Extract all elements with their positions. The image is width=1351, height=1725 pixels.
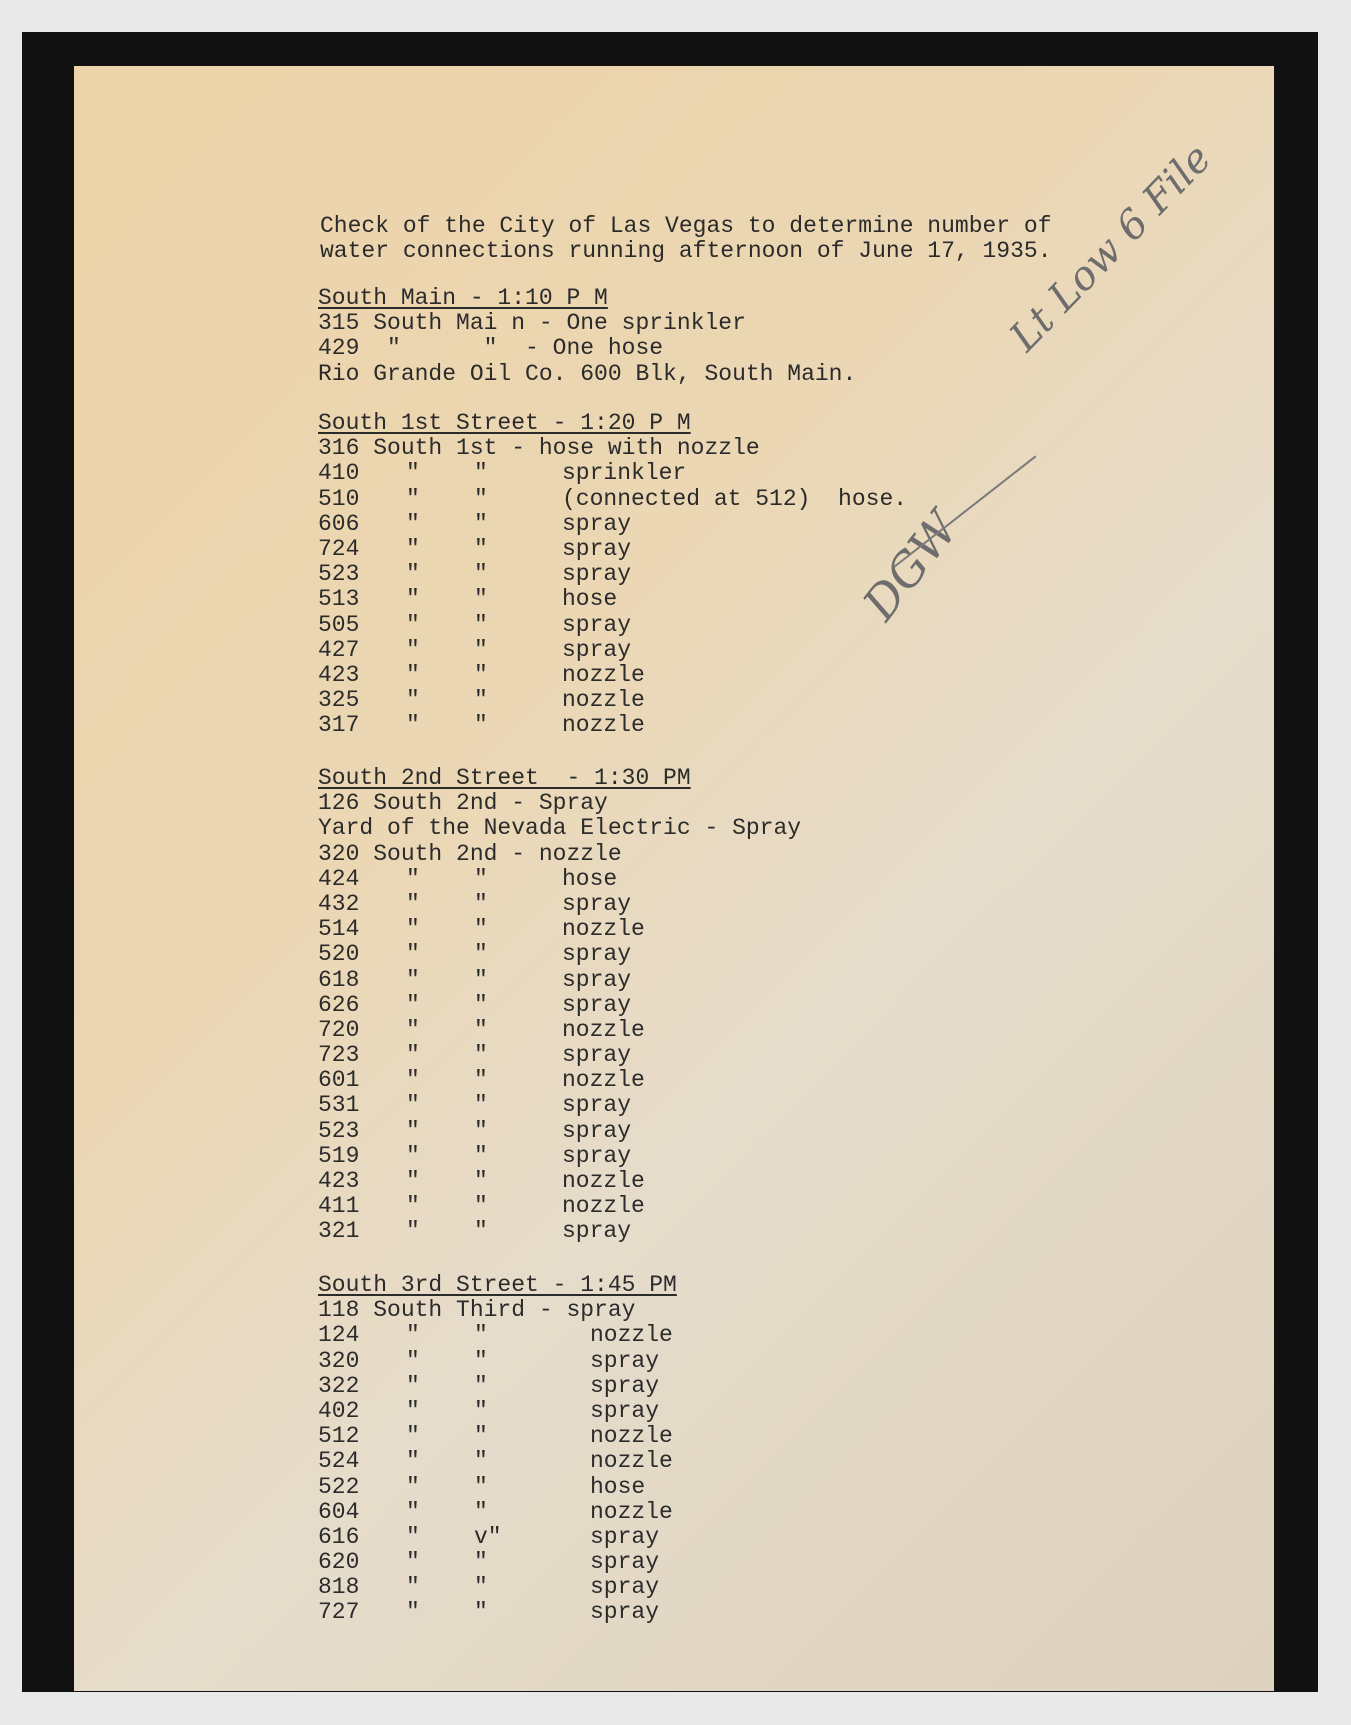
- ditto-mark: ": [406, 1067, 420, 1094]
- ditto-mark: ": [406, 1498, 420, 1525]
- connection-type: spray: [562, 561, 632, 588]
- table-row: [318, 892, 801, 917]
- ditto-mark: ": [406, 1599, 420, 1626]
- ditto-mark: ": [406, 460, 420, 487]
- ditto-mark: ": [406, 636, 420, 663]
- connection-type: spray: [590, 1372, 660, 1399]
- ditto-mark: ": [406, 485, 420, 512]
- ditto-mark: ": [406, 1448, 420, 1475]
- connection-type: nozzle: [590, 1322, 673, 1349]
- ditto-mark: ": [406, 535, 420, 562]
- connection-type: spray: [562, 535, 632, 562]
- ditto-mark: ": [474, 535, 488, 562]
- ditto-mark: ": [474, 1042, 488, 1069]
- table-row: [318, 1424, 677, 1449]
- table-row: [318, 1600, 677, 1625]
- address-number: 512: [318, 1423, 360, 1450]
- connection-type: spray: [562, 1117, 632, 1144]
- ditto-mark: ": [406, 941, 420, 968]
- list-item: 320 South 2nd - nozzle: [318, 840, 622, 867]
- address-number: 320: [318, 1347, 360, 1374]
- ditto-mark: ": [406, 1549, 420, 1576]
- ditto-mark: ": [474, 1473, 488, 1500]
- section-south-1st: [318, 410, 908, 739]
- address-number: 514: [318, 916, 360, 943]
- table-row: [318, 1119, 801, 1144]
- connection-type: spray: [590, 1549, 660, 1576]
- connection-type: nozzle: [590, 1498, 673, 1525]
- ditto-mark: ": [406, 510, 420, 537]
- address-number: 325: [318, 687, 360, 714]
- list-item: 316 South 1st - hose with nozzle: [318, 435, 760, 462]
- ditto-mark: ": [474, 586, 488, 613]
- table-row: [318, 1550, 677, 1575]
- ditto-mark: ": [474, 1092, 488, 1119]
- address-number: 616: [318, 1523, 360, 1550]
- address-number: 620: [318, 1549, 360, 1576]
- ditto-mark: ": [474, 1322, 488, 1349]
- ditto-mark: ": [474, 712, 488, 739]
- ditto-mark: ": [406, 1168, 420, 1194]
- list-item: Rio Grande Oil Co. 600 Blk, South Main.: [318, 360, 857, 387]
- table-row: [318, 1194, 801, 1219]
- table-row: [318, 537, 760, 562]
- ditto-mark: ": [474, 1016, 488, 1043]
- list-item: 429 " " - One hose: [318, 335, 664, 362]
- ditto-mark: ": [406, 890, 420, 917]
- table-row: [318, 587, 760, 612]
- table-row: [318, 917, 801, 942]
- address-number: 523: [318, 1117, 360, 1144]
- pencil-stroke: [893, 455, 1036, 567]
- table-row: [318, 867, 801, 892]
- ditto-mark: ": [406, 916, 420, 943]
- address-number: 626: [318, 991, 360, 1018]
- connection-type: spray: [590, 1397, 660, 1424]
- address-number: 601: [318, 1067, 360, 1094]
- address-number: 520: [318, 941, 360, 968]
- table-row: [318, 461, 760, 486]
- ditto-mark: ": [474, 1067, 488, 1094]
- connection-type: (connected at 512) hose.: [562, 485, 908, 512]
- connection-type: nozzle: [590, 1448, 673, 1475]
- address-number: 606: [318, 510, 360, 537]
- table-row: [318, 663, 760, 688]
- list-item: 118 South Third - spray: [318, 1297, 636, 1324]
- address-number: 424: [318, 865, 360, 892]
- address-number: 513: [318, 586, 360, 613]
- connection-type: nozzle: [562, 1193, 645, 1220]
- ditto-mark: ": [406, 1574, 420, 1601]
- ditto-mark: ": [406, 661, 420, 688]
- connection-type: spray: [562, 1142, 632, 1169]
- list-item: 126 South 2nd - Spray: [318, 790, 608, 817]
- ditto-mark: ": [474, 1117, 488, 1144]
- ditto-mark: ": [474, 510, 488, 537]
- table-row: [318, 1475, 677, 1500]
- table-row: [318, 485, 908, 512]
- title-line-1: Check of the City of Las Vegas to determine number of: [320, 213, 1052, 239]
- ditto-mark: ": [406, 1473, 420, 1500]
- ditto-mark: ": [406, 1092, 420, 1119]
- address-number: 523: [318, 561, 360, 588]
- ditto-mark: ": [406, 991, 420, 1018]
- handwritten-note: Lt Low 6 File: [1001, 135, 1221, 361]
- ditto-mark: ": [474, 1142, 488, 1169]
- section-heading: South Main - 1:10 P M: [318, 285, 608, 311]
- connection-type: spray: [562, 1092, 632, 1119]
- ditto-mark: ": [406, 1042, 420, 1069]
- ditto-mark: ": [406, 1322, 420, 1349]
- connection-type: nozzle: [562, 712, 645, 739]
- connection-type: nozzle: [562, 1016, 645, 1043]
- ditto-mark: ": [406, 1193, 420, 1220]
- ditto-mark: ": [474, 1168, 488, 1194]
- connection-type: nozzle: [562, 1168, 645, 1194]
- table-row: [318, 1093, 801, 1118]
- connection-type: hose: [562, 586, 618, 613]
- ditto-mark: ": [474, 941, 488, 968]
- connection-type: nozzle: [562, 687, 645, 714]
- address-number: 727: [318, 1599, 360, 1626]
- paper-sheet: [74, 66, 1274, 1691]
- table-row: [318, 1144, 801, 1169]
- ditto-mark: ": [474, 611, 488, 638]
- address-number: 322: [318, 1372, 360, 1399]
- ditto-mark: ": [474, 1218, 488, 1245]
- connection-type: spray: [562, 966, 632, 993]
- table-row: [318, 993, 801, 1018]
- connection-type: spray: [590, 1347, 660, 1374]
- ditto-mark: ": [406, 1347, 420, 1374]
- ditto-mark: ": [474, 661, 488, 688]
- ditto-mark: ": [406, 966, 420, 993]
- ditto-mark: ": [474, 687, 488, 714]
- address-number: 531: [318, 1092, 360, 1119]
- ditto-mark: ": [406, 865, 420, 892]
- address-number: 402: [318, 1397, 360, 1424]
- address-number: 432: [318, 890, 360, 917]
- ditto-mark: ": [406, 1372, 420, 1399]
- ditto-mark: ": [406, 687, 420, 714]
- connection-type: hose: [562, 865, 618, 892]
- table-row: [318, 562, 760, 587]
- address-number: 427: [318, 636, 360, 663]
- ditto-mark: ": [406, 1218, 420, 1245]
- table-row: [318, 1500, 677, 1525]
- address-number: 723: [318, 1042, 360, 1069]
- address-number: 423: [318, 1168, 360, 1194]
- connection-type: spray: [562, 636, 632, 663]
- address-number: 724: [318, 535, 360, 562]
- connection-type: spray: [590, 1599, 660, 1626]
- ditto-mark: ": [406, 1142, 420, 1169]
- ditto-mark: ": [406, 712, 420, 739]
- ditto-mark: ": [474, 1347, 488, 1374]
- ditto-mark: ": [474, 1193, 488, 1220]
- connection-type: nozzle: [562, 661, 645, 688]
- connection-type: spray: [562, 890, 632, 917]
- table-row: [318, 1525, 677, 1550]
- table-row: [318, 942, 801, 967]
- connection-type: spray: [562, 991, 632, 1018]
- connection-type: spray: [590, 1574, 660, 1601]
- ditto-mark: ": [474, 1397, 488, 1424]
- address-number: 317: [318, 712, 360, 739]
- connection-type: spray: [562, 1042, 632, 1069]
- section-heading: South 2nd Street - 1:30 PM: [318, 765, 691, 791]
- connection-type: spray: [562, 1218, 632, 1245]
- ditto-mark: ": [474, 991, 488, 1018]
- address-number: 818: [318, 1574, 360, 1601]
- address-number: 510: [318, 485, 360, 512]
- address-number: 524: [318, 1448, 360, 1475]
- section-south-3rd: [318, 1273, 677, 1626]
- ditto-mark: ": [406, 1523, 420, 1550]
- table-row: [318, 1219, 801, 1244]
- table-row: [318, 1043, 801, 1068]
- connection-type: spray: [562, 611, 632, 638]
- connection-type: spray: [590, 1523, 660, 1550]
- address-number: 618: [318, 966, 360, 993]
- table-row: [318, 1374, 677, 1399]
- ditto-mark: ": [406, 586, 420, 613]
- connection-type: nozzle: [562, 916, 645, 943]
- section-heading: South 1st Street - 1:20 P M: [318, 410, 691, 436]
- address-number: 519: [318, 1142, 360, 1169]
- connection-type: hose: [590, 1473, 646, 1500]
- address-number: 423: [318, 661, 360, 688]
- section-south-main: [318, 286, 856, 387]
- ditto-mark: ": [474, 1498, 488, 1525]
- connection-type: nozzle: [590, 1423, 673, 1450]
- connection-type: spray: [562, 941, 632, 968]
- ditto-mark: ": [474, 865, 488, 892]
- ditto-mark: ": [474, 485, 488, 512]
- ditto-mark: ": [474, 890, 488, 917]
- list-item: 315 South Mai n - One sprinkler: [318, 310, 746, 337]
- connection-type: spray: [562, 510, 632, 537]
- connection-type: sprinkler: [562, 460, 687, 487]
- ditto-mark: v": [474, 1523, 502, 1550]
- address-number: 124: [318, 1322, 360, 1349]
- address-number: 411: [318, 1193, 360, 1220]
- address-number: 720: [318, 1016, 360, 1043]
- section-south-2nd: [318, 766, 801, 1245]
- ditto-mark: ": [406, 561, 420, 588]
- ditto-mark: ": [474, 916, 488, 943]
- handwritten-initials: DGW: [852, 501, 970, 631]
- section-heading: South 3rd Street - 1:45 PM: [318, 1272, 677, 1298]
- title-line-2: water connections running afternoon of June 17, 1935.: [320, 238, 1052, 264]
- table-row: [318, 1349, 677, 1374]
- address-number: 410: [318, 460, 360, 487]
- table-row: [318, 1449, 677, 1474]
- table-row: [318, 638, 760, 663]
- address-number: 522: [318, 1473, 360, 1500]
- address-number: 604: [318, 1498, 360, 1525]
- ditto-mark: ": [406, 1016, 420, 1043]
- table-row: [318, 688, 760, 713]
- address-number: 505: [318, 611, 360, 638]
- table-row: [318, 968, 801, 993]
- ditto-mark: ": [474, 1423, 488, 1450]
- table-row: [318, 713, 760, 738]
- table-row: [318, 613, 760, 638]
- list-item: Yard of the Nevada Electric - Spray: [318, 815, 802, 842]
- table-row: [318, 1068, 801, 1093]
- typed-document: [74, 66, 1274, 1691]
- ditto-mark: ": [406, 1397, 420, 1424]
- connection-type: nozzle: [562, 1067, 645, 1094]
- ditto-mark: ": [474, 1448, 488, 1475]
- ditto-mark: ": [474, 966, 488, 993]
- ditto-mark: ": [406, 1117, 420, 1144]
- ditto-mark: ": [474, 1549, 488, 1576]
- table-row: [318, 1399, 677, 1424]
- table-row: [318, 1575, 677, 1600]
- ditto-mark: ": [474, 1599, 488, 1626]
- table-row: [318, 512, 760, 537]
- ditto-mark: ": [406, 611, 420, 638]
- ditto-mark: ": [406, 1423, 420, 1450]
- table-row: [318, 1018, 801, 1043]
- ditto-mark: ": [474, 1372, 488, 1399]
- ditto-mark: ": [474, 460, 488, 487]
- ditto-mark: ": [474, 561, 488, 588]
- table-row: [318, 1323, 677, 1348]
- ditto-mark: ": [474, 636, 488, 663]
- ditto-mark: ": [474, 1574, 488, 1601]
- address-number: 321: [318, 1218, 360, 1245]
- table-row: [318, 1169, 801, 1194]
